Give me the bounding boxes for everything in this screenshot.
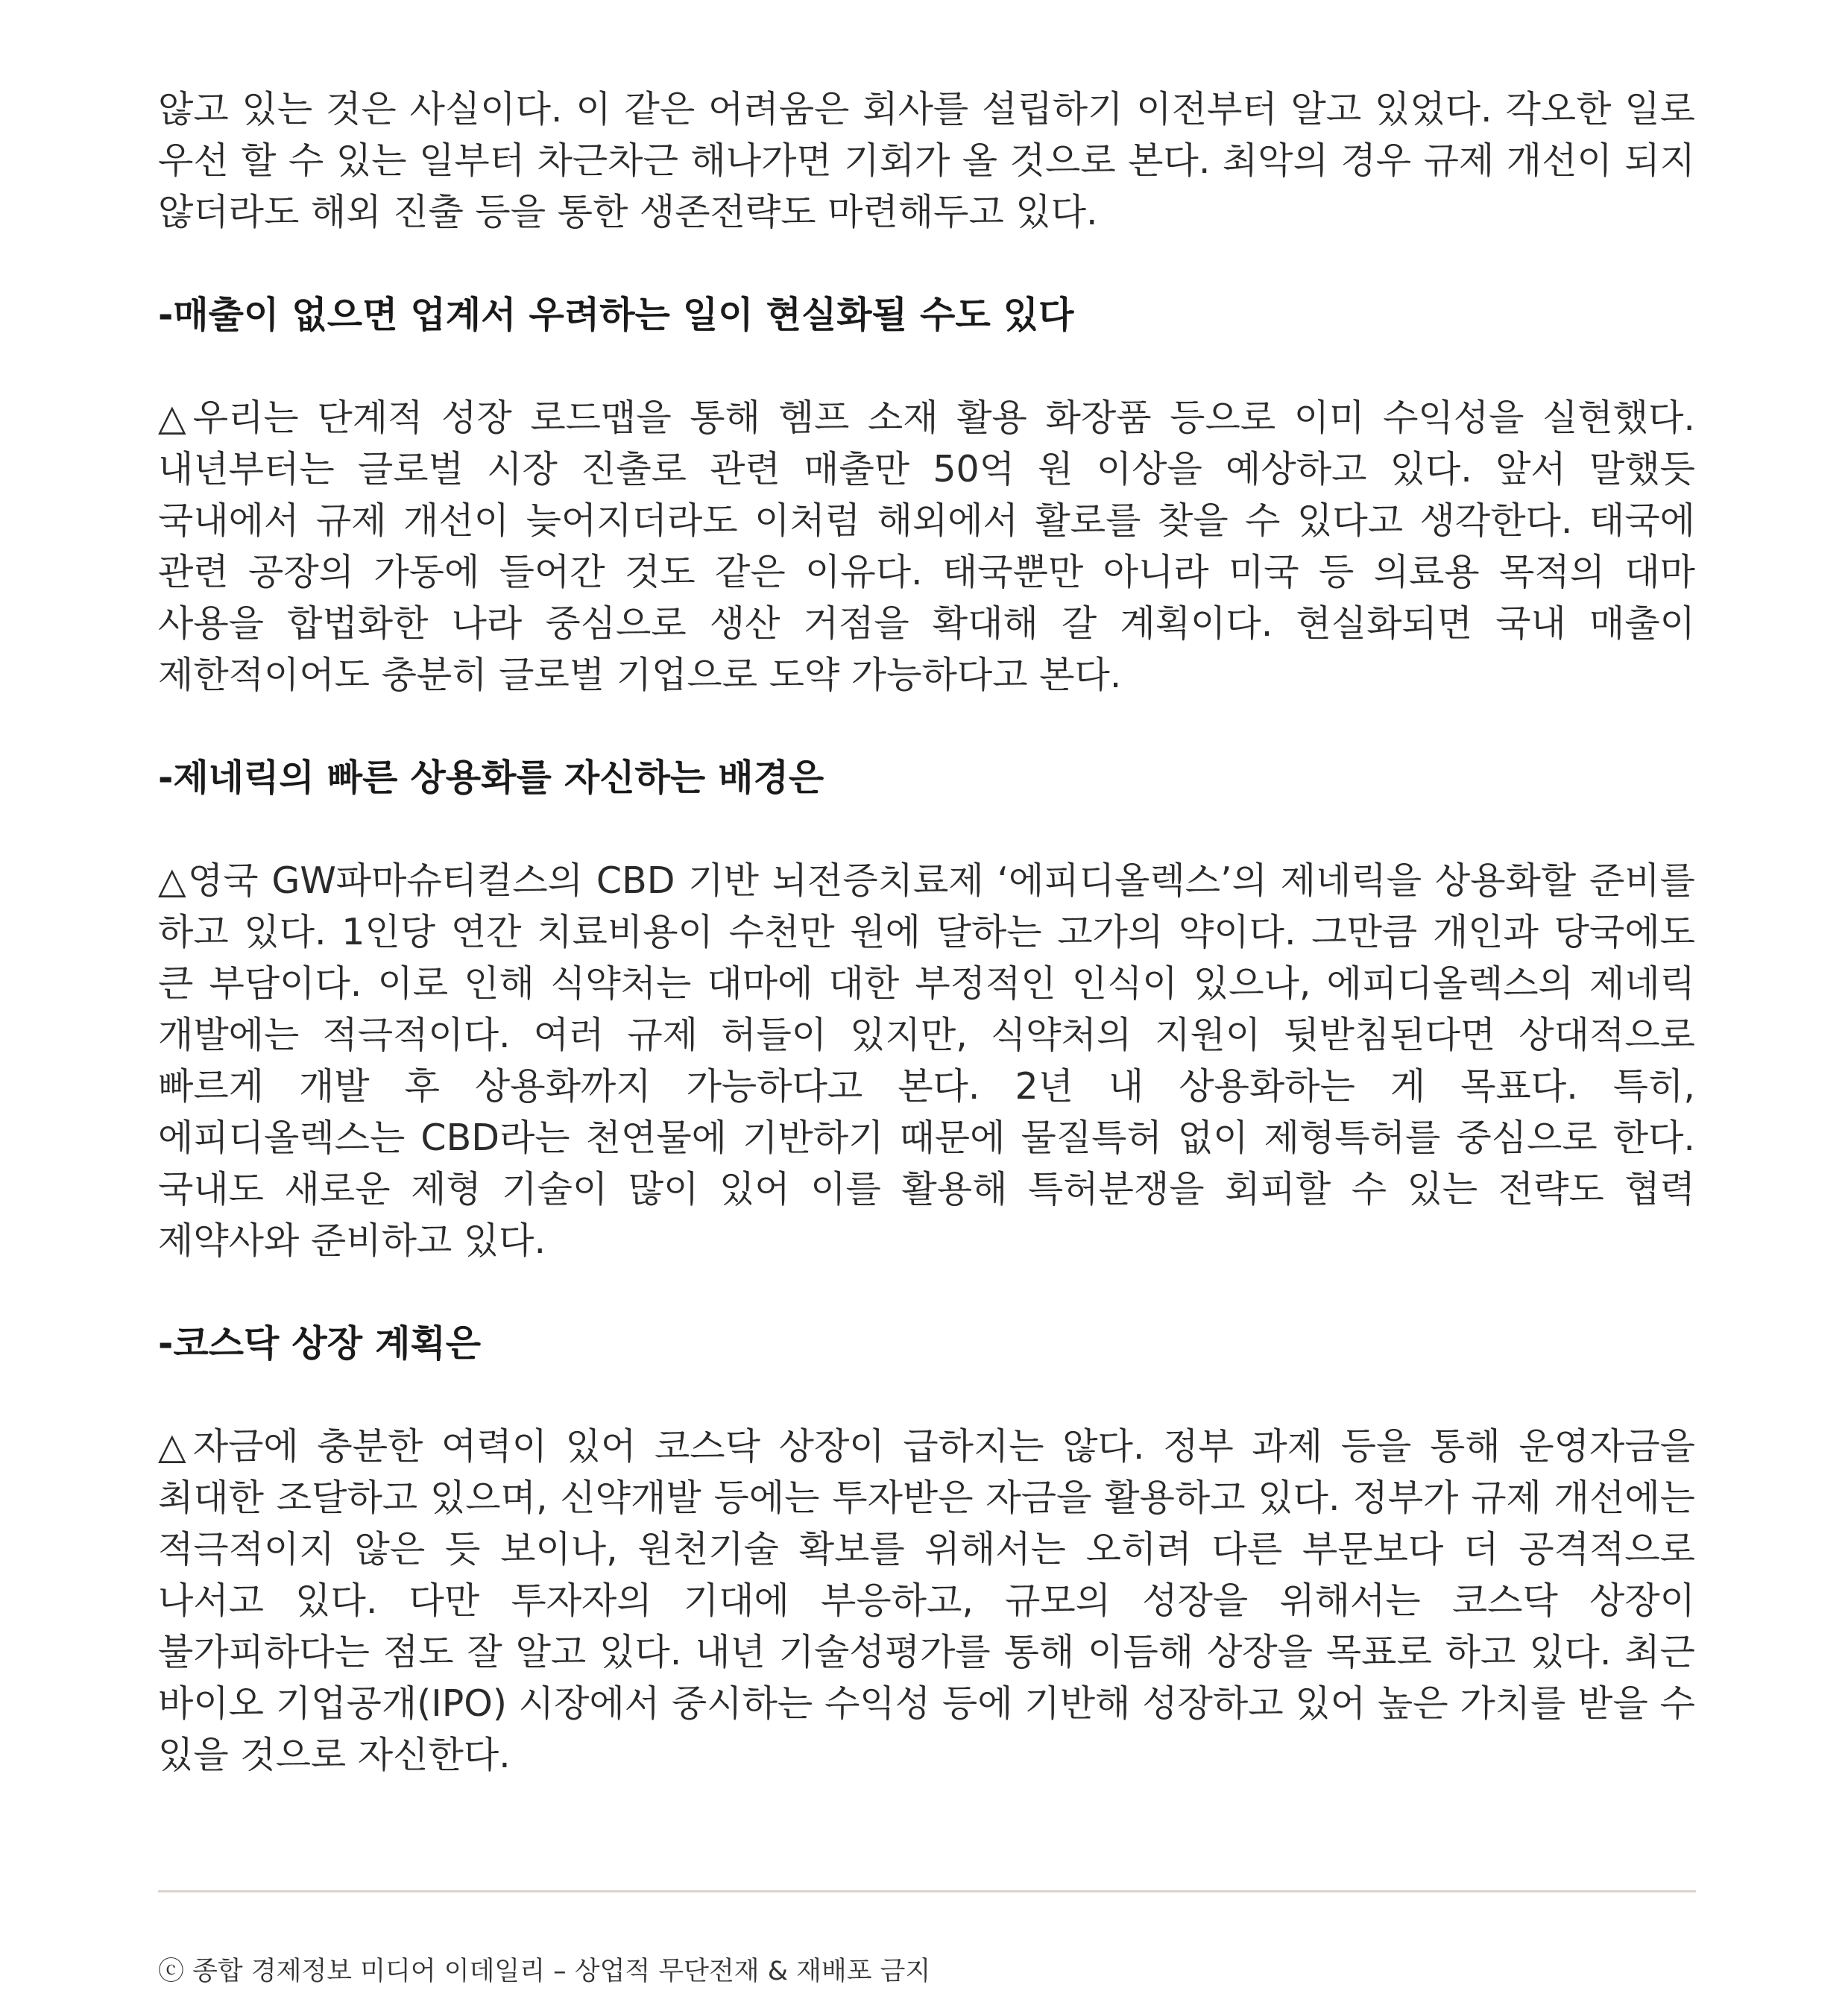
intro-paragraph: 않고 있는 것은 사실이다. 이 같은 어려움은 회사를 설립하기 이전부터 알고 있었다. 각오한 일로 우선 할 수 있는 일부터 차근차근 해나가면 기회가 올 것으로 본다. 최악의 경우 규제 개선이 되지 않더라도 해외 진출 등을 통한 생존전략도 마련해두고 있다. (158, 88, 1695, 233)
interview-answer-2: △영국 GW파마슈티컬스의 CBD 기반 뇌전증치료제 ‘에피디올렉스’의 제네릭을 상용화할 준비를 하고 있다. 1인당 연간 치료비용이 수천만 원에 달하는 고가의 약이다. 그만큼 개인과 당국에도 큰 부담이다. 이로 인해 식약처는 대마에 대한 부정적인 인식이 있으나, 에피디올렉스의 제네릭 개발에는 적극적이다. 여러 규제 허들이 있지만, 식약처의 지원이 뒷받침된다면 상대적으로 빠르게 개발 후 상용화까지 가능하다고 본다. 2년 내 상용화하는 게 목표다. 특히, 에피디올렉스는 CBD라는 천연물에 기반하기 때문에 물질특허 없이 제형특허를 중심으로 한다. 국내도 새로운 제형 기술이 많이 있어 이를 활용해 특허분쟁을 회피할 수 있는 전략도 협력 제약사와 준비하고 있다. (158, 859, 1695, 1262)
interview-question-1: -매출이 없으면 업계서 우려하는 일이 현실화될 수도 있다 (158, 294, 1074, 336)
footer-divider (158, 1890, 1696, 1892)
interview-answer-1: △우리는 단계적 성장 로드맵을 통해 헴프 소재 활용 화장품 등으로 이미 수익성을 실현했다. 내년부터는 글로벌 시장 진출로 관련 매출만 50억 원 이상을 예상하고 있다. 앞서 말했듯 국내에서 규제 개선이 늦어지더라도 이처럼 해외에서 활로를 찾을 수 있다고 생각한다. 태국에 관련 공장의 가동에 들어간 것도 같은 이유다. 태국뿐만 아니라 미국 등 의료용 목적의 대마 사용을 합법화한 나라 중심으로 생산 거점을 확대해 갈 계획이다. 현실화되면 국내 매출이 제한적이어도 충분히 글로벌 기업으로 도약 가능하다고 본다. (158, 397, 1695, 696)
copyright-notice: ⓒ 종합 경제정보 미디어 이데일리 – 상업적 무단전재 & 재배포 금지 (158, 1957, 931, 1986)
interview-question-2: -제네릭의 빠른 상용화를 자신하는 배경은 (158, 757, 824, 799)
interview-answer-3: △자금에 충분한 여력이 있어 코스닥 상장이 급하지는 않다. 정부 과제 등을 통해 운영자금을 최대한 조달하고 있으며, 신약개발 등에는 투자받은 자금을 활용하고 있다. 정부가 규제 개선에는 적극적이지 않은 듯 보이나, 원천기술 확보를 위해서는 오히려 다른 부문보다 더 공격적으로 나서고 있다. 다만 투자자의 기대에 부응하고, 규모의 성장을 위해서는 코스닥 상장이 불가피하다는 점도 잘 알고 있다. 내년 기술성평가를 통해 이듬해 상장을 목표로 하고 있다. 최근 바이오 기업공개(IPO) 시장에서 중시하는 수익성 등에 기반해 성장하고 있어 높은 가치를 받을 수 있을 것으로 자신한다. (158, 1425, 1695, 1776)
interview-question-3: -코스닥 상장 계획은 (158, 1322, 482, 1365)
article-body (158, 83, 1695, 1781)
